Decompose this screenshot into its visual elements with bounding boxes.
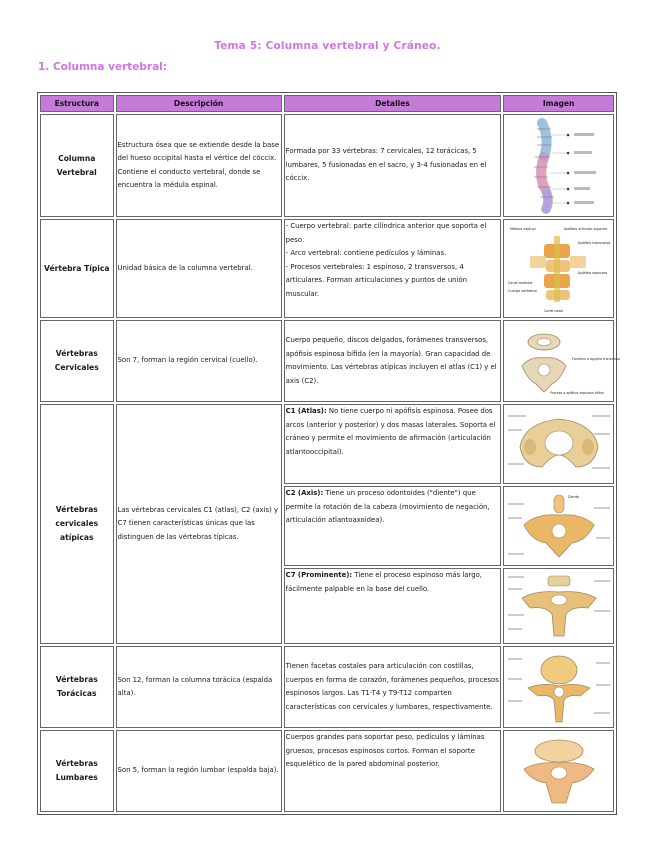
details-line: - Procesos vertebrales: 1 espinoso, 2 transversos, 4 articulares. Forman articulaciones y puntos de unión muscular. (285, 262, 468, 298)
table-row (40, 404, 614, 484)
header-imagen: Imagen (503, 95, 614, 112)
image-label: Proceso o apófisis espinosa bífida (549, 391, 604, 395)
subrow-term: C2 (Axis): (285, 489, 324, 497)
subrow-text: Tiene el proceso espinoso más largo, fácilmente palpable en la base del cuello. (285, 571, 482, 593)
atlas-illustration-icon (506, 407, 612, 481)
details-line: - Cuerpo vertebral: parte cilíndrica anterior que soporta el peso. (285, 222, 487, 244)
subrow-term: C1 (Atlas): (285, 407, 327, 415)
structure-image-cell (503, 646, 614, 728)
table-row (40, 320, 614, 402)
structure-description: Son 12, forman la columna torácica (espalda alta). (116, 646, 282, 728)
structure-name: Vértebras Torácicas (40, 646, 114, 728)
table-row (40, 219, 614, 318)
image-label: Cuerpo vertebral (507, 288, 537, 293)
page-title: Tema 5: Columna vertebral y Cráneo. (214, 40, 441, 52)
structure-image-cell (503, 320, 620, 402)
structure-name: Vértebras cervicales atípicas (40, 404, 114, 644)
spine-illustration-icon (506, 117, 612, 215)
image-label: Apófisis espinosa (577, 270, 607, 275)
structure-description: Unidad básica de la columna vertebral. (116, 219, 282, 318)
table-row (40, 114, 614, 217)
image-label: Diente (567, 495, 579, 499)
subrow-term: C7 (Prominente): (285, 571, 353, 579)
c7-image-cell (503, 568, 614, 644)
structure-details (284, 219, 502, 318)
c7-illustration-icon (506, 570, 612, 642)
cervical-vertebra-illustration-icon (506, 322, 620, 400)
typical-vertebra-illustration-icon (506, 222, 612, 316)
structure-details: Cuerpo pequeño, discos delgados, forámenes transversos, apófisis espinosa bífida (en la mayoría). Gran capacidad de movimiento. Las vértebras atípicas incluyen el atlas (C1) y el axis (C2). (284, 320, 502, 402)
structure-description: Las vértebras cervicales C1 (atlas), C2 (axis) y C7 tienen características únicas que las distinguen de las vértebras típicas. (116, 404, 282, 644)
image-label: Apófisis transversa (577, 240, 610, 245)
structure-description: Son 5, forman la región lumbar (espalda baja). (116, 730, 282, 812)
details-line: - Arco vertebral: contiene pedículos y láminas. (285, 249, 447, 257)
image-label: Foramen o agujero transverso (571, 357, 620, 361)
axis-illustration-icon (506, 489, 612, 563)
header-descripcion: Descripción (116, 95, 282, 112)
structure-details: Tienen facetas costales para articulación con costillas, cuerpos en forma de corazón, forámenes pequeños, procesos espinosos largos. Las T1-T4 y T9-T12 comparten características con cervicales y lumbares, respectivamente. (284, 646, 502, 728)
vertebral-column-table (37, 92, 620, 815)
structure-name: Vértebra Típica (40, 219, 114, 318)
subrow-text: No tiene cuerpo ni apófisis espinosa. Posee dos arcos (anterior y posterior) y dos masas laterales. Soporta el cráneo y permite el movimiento de afirmación (articulación atlantooccipital). (285, 407, 496, 456)
structure-image-cell (503, 219, 614, 318)
image-label: Médula espinal (509, 226, 536, 231)
structure-name: Vértebras Cervicales (40, 320, 114, 402)
axis-image-cell (503, 486, 614, 566)
axis-details (284, 486, 502, 566)
thoracic-vertebra-illustration-icon (506, 648, 612, 726)
image-label: Apófisis articular superior (563, 226, 608, 231)
lumbar-vertebra-illustration-icon (506, 733, 612, 809)
structure-details: Cuerpos grandes para soportar peso, pedículos y láminas gruesos, procesos espinosos cortos. Forman el soporte esquelético de la pared abdominal posterior. (284, 730, 502, 812)
structure-image-cell (503, 114, 614, 217)
structure-image-cell (503, 730, 614, 812)
header-estructura: Estructura (40, 95, 114, 112)
table-row (40, 646, 614, 728)
section-heading: 1. Columna vertebral: (38, 61, 167, 73)
structure-name: Vértebras Lumbares (40, 730, 114, 812)
table-row (40, 730, 614, 812)
structure-description: Son 7, forman la región cervical (cuello). (116, 320, 282, 402)
subrow-text: Tiene un proceso odontoides ("diente") que permite la rotación de la cabeza (movimiento de negación, articulación atlantoaxoidea). (285, 489, 490, 524)
structure-details: Formada por 33 vértebras: 7 cervicales, 12 torácicas, 5 lumbares, 5 fusionadas en el sacro, y 3-4 fusionadas en el cóccix. (284, 114, 502, 217)
atlas-details (284, 404, 502, 484)
atlas-image-cell (503, 404, 614, 484)
table-header-row (40, 95, 614, 112)
image-label: Canal medular (507, 280, 533, 285)
structure-description: Estructura ósea que se extiende desde la base del hueso occipital hasta el vértice del cóccix. Contiene el conducto vertebral, donde se encuentra la médula espinal. (116, 114, 282, 217)
image-label: Corte coxal (543, 308, 563, 313)
structure-name: Columna Vertebral (40, 114, 114, 217)
header-detalles: Detalles (284, 95, 502, 112)
c7-details (284, 568, 502, 644)
